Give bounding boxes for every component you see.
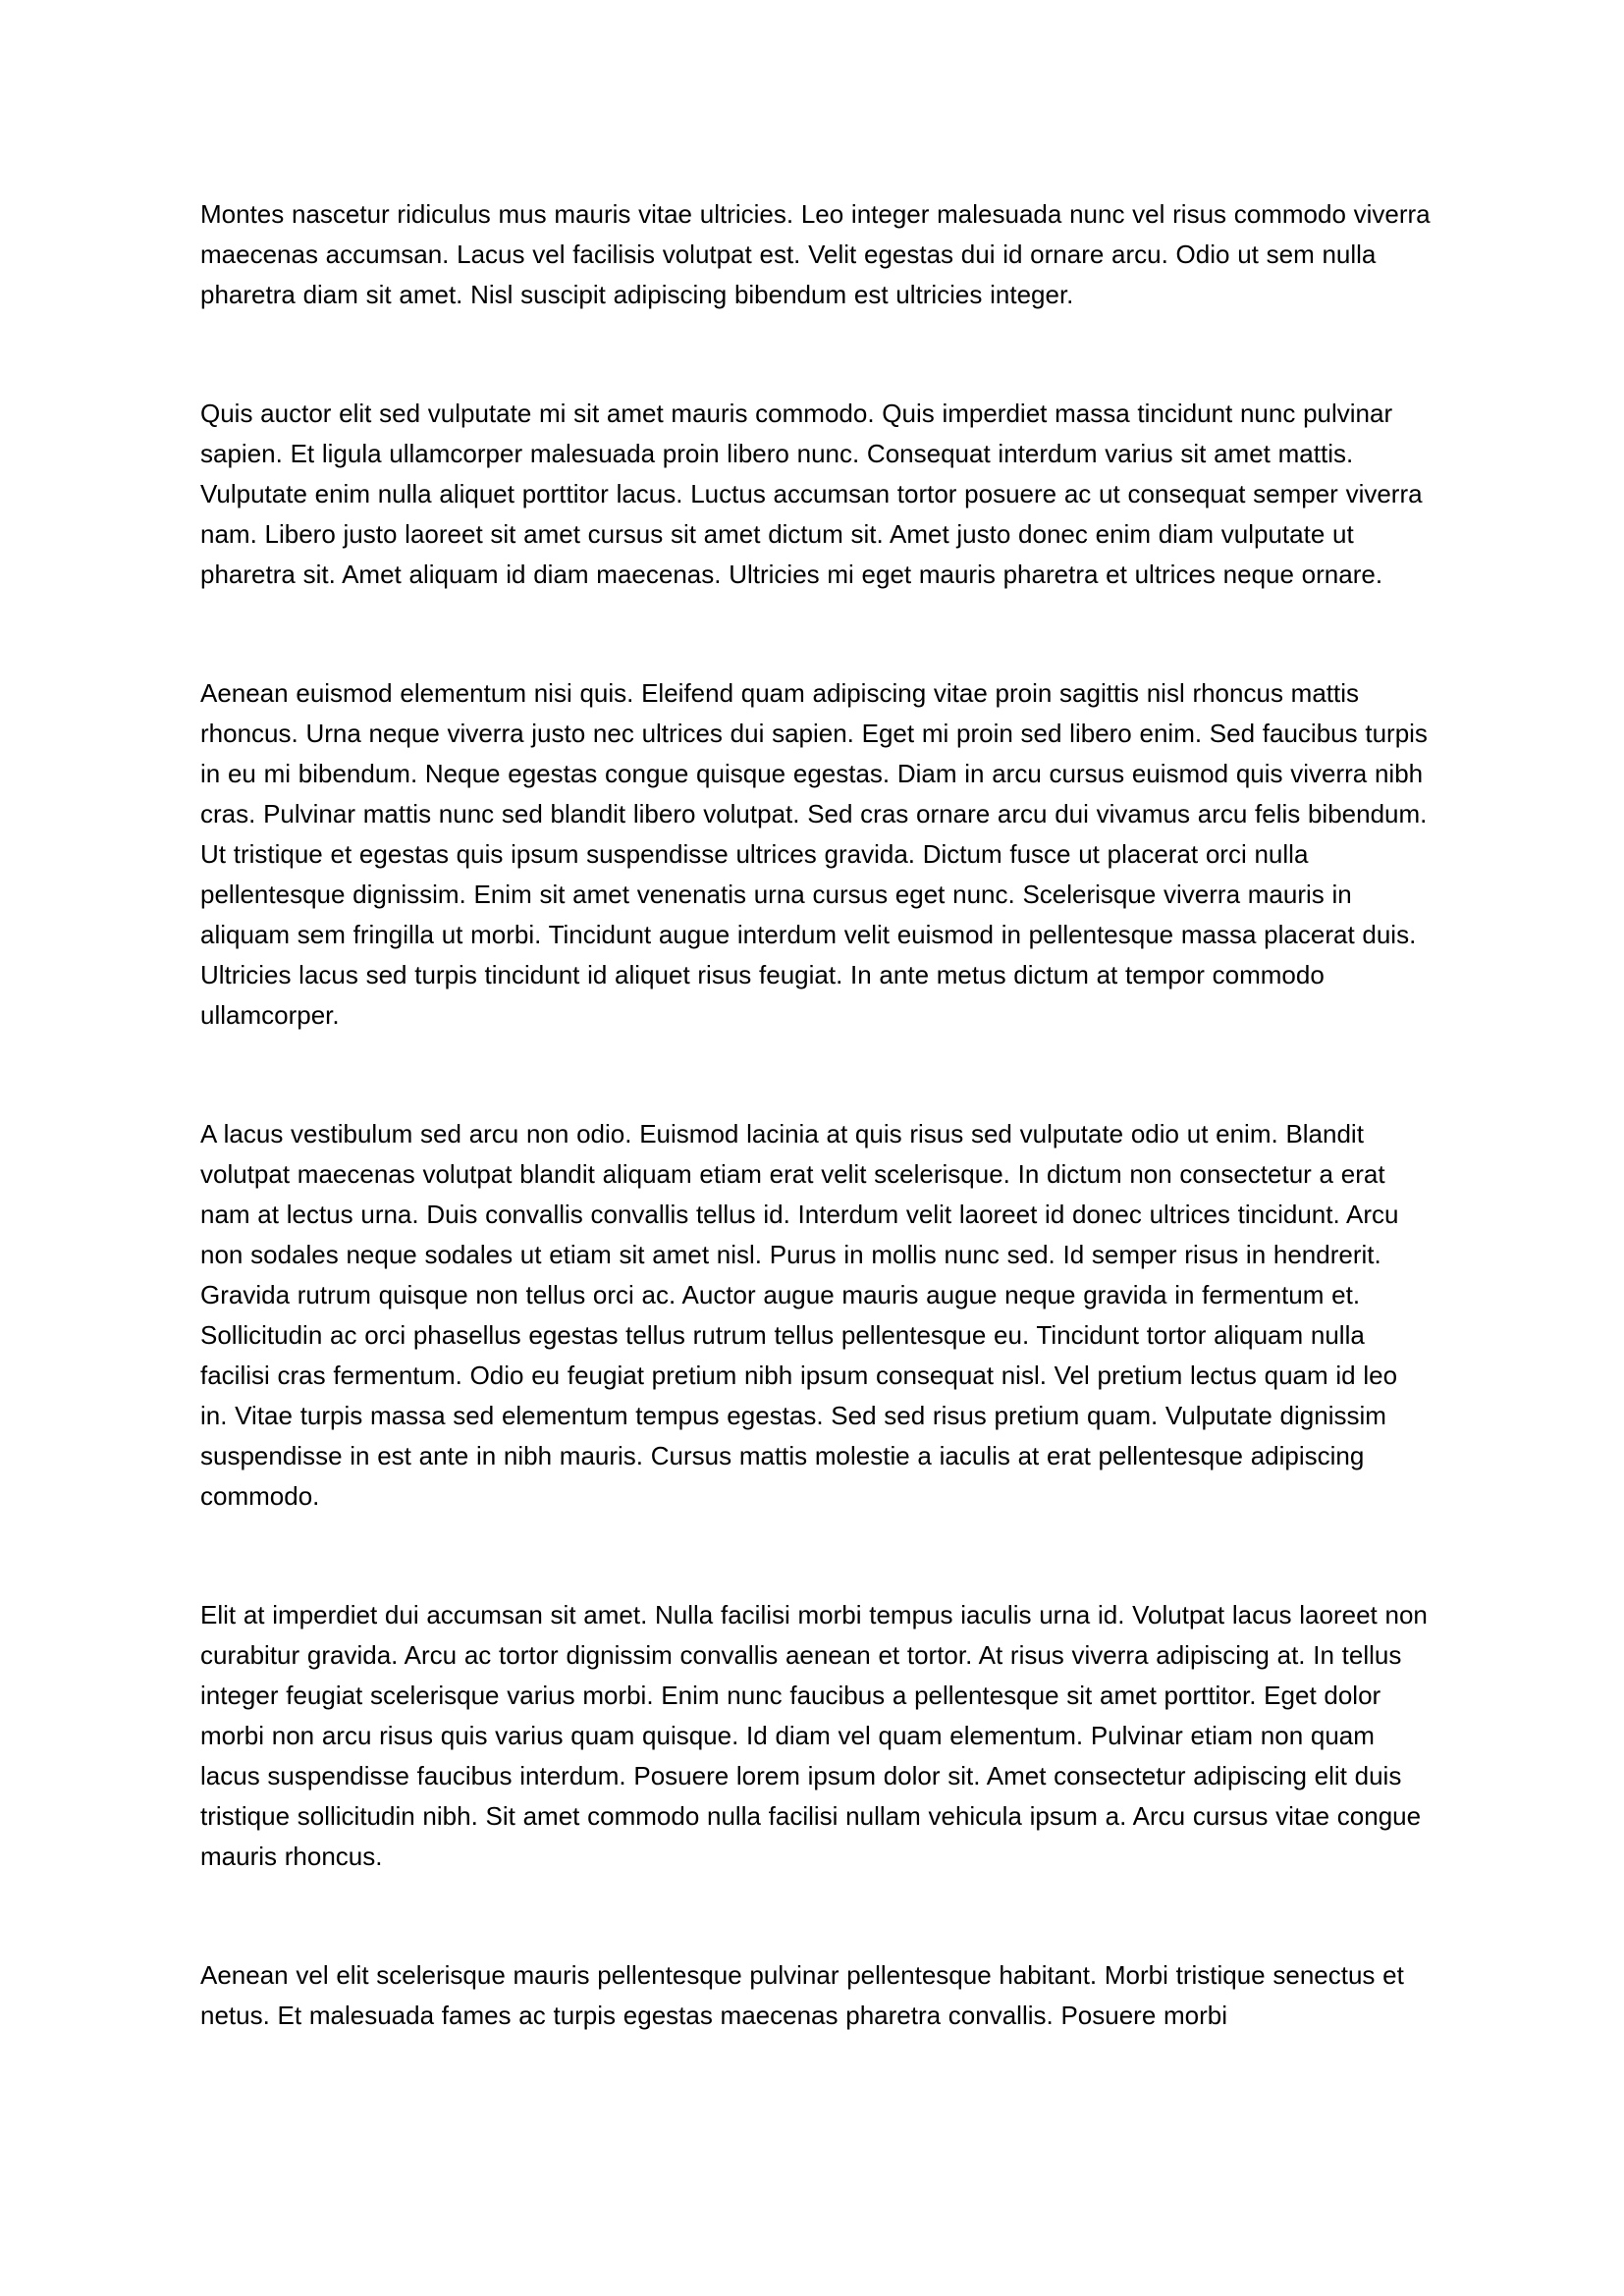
paragraph-6: Aenean vel elit scelerisque mauris pellentesque pulvinar pellentesque habitant. Morbi tristique senectus et netus. Et malesuada fames ac turpis egestas maecenas pharetra convallis. Posuere morbi [200,1960,1404,2030]
paragraph-3: Aenean euismod elementum nisi quis. Eleifend quam adipiscing vitae proin sagittis nisl rhoncus mattis rhoncus. Urna neque viverra justo nec ultrices dui sapien. Eget mi proin sed libero enim. Sed faucibus turpis in eu mi bibendum. Neque egestas congue quisque egestas. Diam in arcu cursus euismod quis viverra nibh cras. Pulvinar mattis nunc sed blandit libero volutpat. Sed cras ornare arcu dui vivamus arcu felis bibendum. Ut tristique et egestas quis ipsum suspendisse ultrices gravida. Dictum fusce ut placerat orci nulla pellentesque dignissim. Enim sit amet venenatis urna cursus eget nunc. Scelerisque viverra mauris in aliquam sem fringilla ut morbi. Tincidunt augue interdum velit euismod in pellentesque massa placerat duis. Ultricies lacus sed turpis tincidunt id aliquet risus feugiat. In ante metus dictum at tempor commodo ullamcorper. [200,678,1428,1030]
paragraph-2: Quis auctor elit sed vulputate mi sit amet mauris commodo. Quis imperdiet massa tincidunt nunc pulvinar sapien. Et ligula ullamcorper malesuada proin libero nunc. Consequat interdum varius sit amet mattis. Vulputate enim nulla aliquet porttitor lacus. Luctus accumsan tortor posuere ac ut consequat semper viverra nam. Libero justo laoreet sit amet cursus sit amet dictum sit. Amet justo donec enim diam vulputate ut pharetra sit. Amet aliquam id diam maecenas. Ultricies mi eget mauris pharetra et ultrices neque ornare. [200,399,1423,589]
paragraph-5: Elit at imperdiet dui accumsan sit amet. Nulla facilisi morbi tempus iaculis urna id. Volutpat lacus laoreet non curabitur gravida. Arcu ac tortor dignissim convallis aenean et tortor. At risus viverra adipiscing at. In tellus integer feugiat scelerisque varius morbi. Enim nunc faucibus a pellentesque sit amet porttitor. Eget dolor morbi non arcu risus quis varius quam quisque. Id diam vel quam elementum. Pulvinar etiam non quam lacus suspendisse faucibus interdum. Posuere lorem ipsum dolor sit. Amet consectetur adipiscing elit duis tristique sollicitudin nibh. Sit amet commodo nulla facilisi nullam vehicula ipsum a. Arcu cursus vitae congue mauris rhoncus. [200,1600,1428,1871]
paragraph-4: A lacus vestibulum sed arcu non odio. Euismod lacinia at quis risus sed vulputate odio ut enim. Blandit volutpat maecenas volutpat blandit aliquam etiam erat velit scelerisque. In dictum non consectetur a erat nam at lectus urna. Duis convallis convallis tellus id. Interdum velit laoreet id donec ultrices tincidunt. Arcu non sodales neque sodales ut etiam sit amet nisl. Purus in mollis nunc sed. Id semper risus in hendrerit. Gravida rutrum quisque non tellus orci ac. Auctor augue mauris augue neque gravida in fermentum et. Sollicitudin ac orci phasellus egestas tellus rutrum tellus pellentesque eu. Tincidunt tortor aliquam nulla facilisi cras fermentum. Odio eu feugiat pretium nibh ipsum consequat nisl. Vel pretium lectus quam id leo in. Vitae turpis massa sed elementum tempus egestas. Sed sed risus pretium quam. Vulputate dignissim suspendisse in est ante in nibh mauris. Cursus mattis molestie a iaculis at erat pellentesque adipiscing commodo. [200,1119,1399,1511]
paragraph-1: Montes nascetur ridiculus mus mauris vitae ultricies. Leo integer malesuada nunc vel risus commodo viverra maecenas accumsan. Lacus vel facilisis volutpat est. Velit egestas dui id ornare arcu. Odio ut sem nulla pharetra diam sit amet. Nisl suscipit adipiscing bibendum est ultricies integer. [200,199,1431,309]
